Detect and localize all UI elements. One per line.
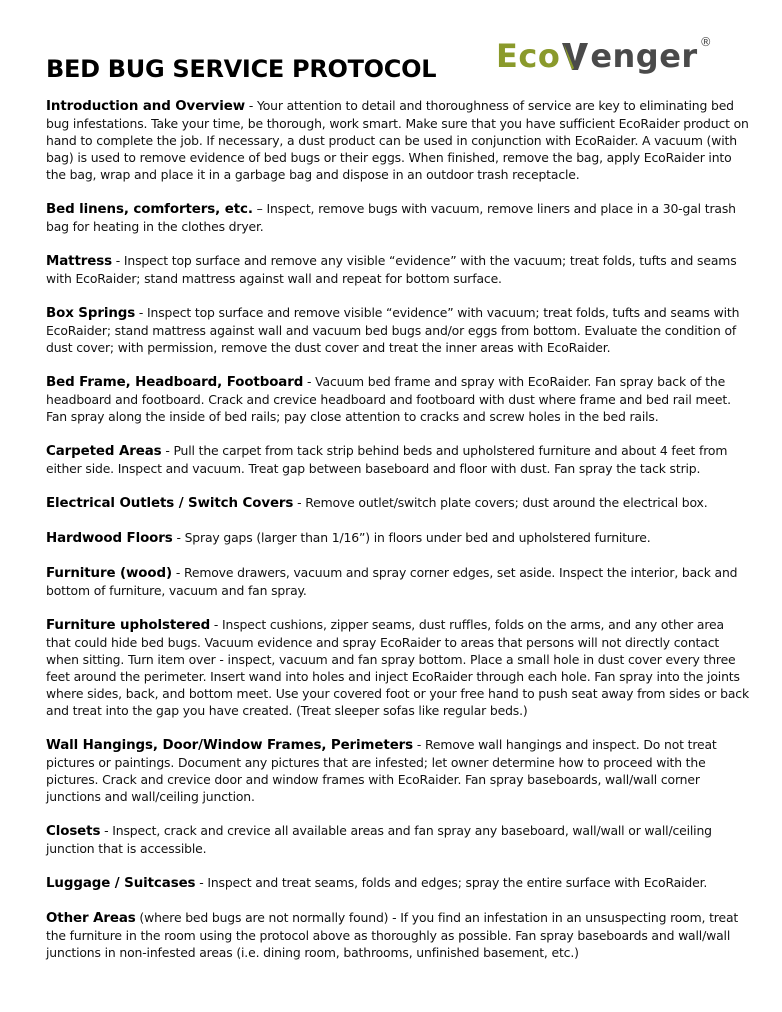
section-furniture-upholstered: Furniture upholstered - Inspect cushions, zipper seams, dust ruffles, folds on the arms, and any other area that could hide bed bugs. Vacuum evidence and spray EcoRaider to areas that persons will not directly contact when sitting. Turn item over - inspect, vacuum and fan spray bottom. Place a small hole in dust cover every three feet around the perimeter. Insert wand into holes and inject EcoRaider through each hole. Fan spray into the joints where sides, back, and bottom meet. Use your covered foot or your free hand to push seat away from sides or back and treat into the gap you have created. (Treat sleeper sofas like regular beds.): [46, 617, 749, 718]
section-bed-linens: Bed linens, comforters, etc. – Inspect, remove bugs with vacuum, remove liners and place in a 30-gal trash bag for heating in the clothes dryer.: [46, 201, 736, 234]
section-heading: Bed linens, comforters, etc.: [46, 202, 253, 217]
logo-eco-text: Eco: [496, 37, 561, 75]
section-heading: Bed Frame, Headboard, Footboard: [46, 375, 304, 390]
section-heading: Introduction and Overview: [46, 99, 246, 114]
section-other-areas: [46, 909, 752, 961]
ecovenger-logo: [496, 34, 712, 78]
section-electrical-outlets: Electrical Outlets / Switch Covers - Remove outlet/switch plate covers; dust around the electrical box.: [46, 495, 708, 511]
section-heading: Wall Hangings, Door/Window Frames, Perimeters: [46, 738, 414, 753]
section-heading: Mattress: [46, 254, 112, 269]
section-hardwood-floors: Hardwood Floors - Spray gaps (larger than 1/16”) in floors under bed and upholstered furniture.: [46, 530, 651, 546]
section-mattress: Mattress - Inspect top surface and remove any visible “evidence” with the vacuum; treat folds, tufts and seams with EcoRaider; stand mattress against wall and repeat for bottom surface.: [46, 253, 737, 286]
section-body: Spray gaps (larger than 1/16”) in floors under bed and upholstered furniture.: [184, 530, 651, 545]
section-body: Inspect top surface and remove any visible “evidence” with the vacuum; treat folds, tufts and seams with EcoRaider; stand mattress against wall and repeat for bottom surface.: [46, 253, 737, 286]
section-body: Inspect and treat seams, folds and edges; spray the entire surface with EcoRaider.: [207, 875, 708, 890]
section-heading: Electrical Outlets / Switch Covers: [46, 496, 294, 511]
section-luggage: Luggage / Suitcases - Inspect and treat seams, folds and edges; spray the entire surface with EcoRaider.: [46, 875, 708, 891]
section-wall-hangings: Wall Hangings, Door/Window Frames, Perimeters - Remove wall hangings and inspect. Do not treat pictures or paintings. Document any pictures that are infested; let owner determine how to proceed with the pictures. Crack and crevice door and window frames with EcoRaider. Fan spray baseboards, wall/wall corner junctions and wall/ceiling junction.: [46, 737, 717, 804]
section-body: (where bed bugs are not normally found) - If you find an infestation in an unsuspecting room, treat the furniture in the room using the protocol above as thoroughly as possible. Fan spray baseboards and wall/wall junctions in non-infested areas (i.e. dining room, bathrooms, unfinished basement, etc.): [46, 910, 739, 960]
section-box-springs: Box Springs - Inspect top surface and remove visible “evidence” with vacuum; treat folds, tufts and seams with EcoRaider; stand mattress against wall and vacuum bed bugs and/or eggs from bottom. Evaluate the condition of dust cover; with permission, remove the dust cover and treat the inner areas with EcoRaider.: [46, 305, 740, 355]
section-body: Pull the carpet from tack strip behind beds and upholstered furniture and about 4 feet from either side. Inspect and vacuum. Treat gap between baseboard and floor with dust. Fan spray the tack strip.: [46, 443, 728, 476]
section-body: Vacuum bed frame and spray with EcoRaider. Fan spray back of the headboard and footboard. Crack and crevice headboard and footboard with dust where frame and bed rail meet. Fan spray along the inside of bed rails; pay close attention to cracks and screw holes in the bed rails.: [46, 374, 731, 424]
protocol-content: [46, 97, 752, 978]
section-heading: Closets: [46, 824, 101, 839]
section-body: Remove outlet/switch plate covers; dust around the electrical box.: [305, 495, 708, 510]
registered-mark: ®: [699, 35, 712, 49]
section-bed-frame: Bed Frame, Headboard, Footboard - Vacuum bed frame and spray with EcoRaider. Fan spray back of the headboard and footboard. Crack and crevice headboard and footboard with dust where frame and bed rail meet. Fan spray along the inside of bed rails; pay close attention to cracks and screw holes in the bed rails.: [46, 374, 731, 424]
section-body: Inspect, remove bugs with vacuum, remove liners and place in a 30-gal trash bag for heating in the clothes dryer.: [46, 201, 736, 234]
section-body: Inspect, crack and crevice all available areas and fan spray any baseboard, wall/wall or wall/ceiling junction that is accessible.: [46, 823, 712, 856]
section-body: Inspect top surface and remove visible “evidence” with vacuum; treat folds, tufts and seams with EcoRaider; stand mattress against wall and vacuum bed bugs and/or eggs from bottom. Evaluate the condition of dust cover; with permission, remove the dust cover and treat the inner areas with EcoRaider.: [46, 305, 740, 355]
section-furniture-wood: Furniture (wood) - Remove drawers, vacuum and spray corner edges, set aside. Inspect the interior, back and bottom of furniture, vacuum and fan spray.: [46, 565, 738, 598]
section-heading: Other Areas: [46, 911, 136, 926]
section-body: Inspect cushions, zipper seams, dust ruffles, folds on the arms, and any other area that could hide bed bugs. Vacuum evidence and spray EcoRaider to areas that persons will not directly contact when sitting. Turn item over - inspect, vacuum and fan spray bottom. Place a small hole in dust cover every three feet around the perimeter. Insert wand into holes and inject EcoRaider through each hole. Fan spray into the joints where sides, back, and bottom meet. Use your covered foot or your free hand to push seat away from sides or back and treat into the gap you have created. (Treat sleeper sofas like regular beds.): [46, 617, 749, 718]
section-closets: Closets - Inspect, crack and crevice all available areas and fan spray any baseboard, wall/wall or wall/ceiling junction that is accessible.: [46, 823, 712, 856]
section-heading: Hardwood Floors: [46, 531, 173, 546]
section-introduction: Introduction and Overview - Your attention to detail and thoroughness of service are key to eliminating bed bug infestations. Take your time, be thorough, work smart. Make sure that you have sufficient EcoRaider product on hand to complete the job. If necessary, a dust product can be used in conjunction with EcoRaider. A vacuum (with bag) is used to remove evidence of bed bugs or their eggs. When finished, remove the bag, apply EcoRaider into the bag, wrap and place it in a garbage bag and dispose in an outdoor trash receptacle.: [46, 98, 749, 182]
v-leaf-logo-icon: [561, 41, 589, 71]
section-body: Remove drawers, vacuum and spray corner edges, set aside. Inspect the interior, back and bottom of furniture, vacuum and fan spray.: [46, 565, 738, 598]
page-title: BED BUG SERVICE PROTOCOL: [46, 55, 437, 83]
logo-wordmark: [496, 34, 698, 78]
section-body: Remove wall hangings and inspect. Do not treat pictures or paintings. Document any pictures that are infested; let owner determine how to proceed with the pictures. Crack and crevice door and window frames with EcoRaider. Fan spray baseboards, wall/wall corner junctions and wall/ceiling junction.: [46, 737, 717, 804]
logo-enger-text: enger: [590, 37, 698, 75]
section-heading: Luggage / Suitcases: [46, 876, 196, 891]
section-heading: Furniture (wood): [46, 566, 173, 581]
section-heading: Furniture upholstered: [46, 618, 211, 633]
section-body: Your attention to detail and thoroughness of service are key to eliminating bed bug infestations. Take your time, be thorough, work smart. Make sure that you have sufficient EcoRaider product on hand to complete the job. If necessary, a dust product can be used in conjunction with EcoRaider. A vacuum (with bag) is used to remove evidence of bed bugs or their eggs. When finished, remove the bag, apply EcoRaider into the bag, wrap and place it in a garbage bag and dispose in an outdoor trash receptacle.: [46, 98, 749, 182]
section-heading: Carpeted Areas: [46, 444, 162, 459]
section-heading: Box Springs: [46, 306, 136, 321]
section-carpeted-areas: Carpeted Areas - Pull the carpet from tack strip behind beds and upholstered furniture and about 4 feet from either side. Inspect and vacuum. Treat gap between baseboard and floor with dust. Fan spray the tack strip.: [46, 443, 728, 476]
